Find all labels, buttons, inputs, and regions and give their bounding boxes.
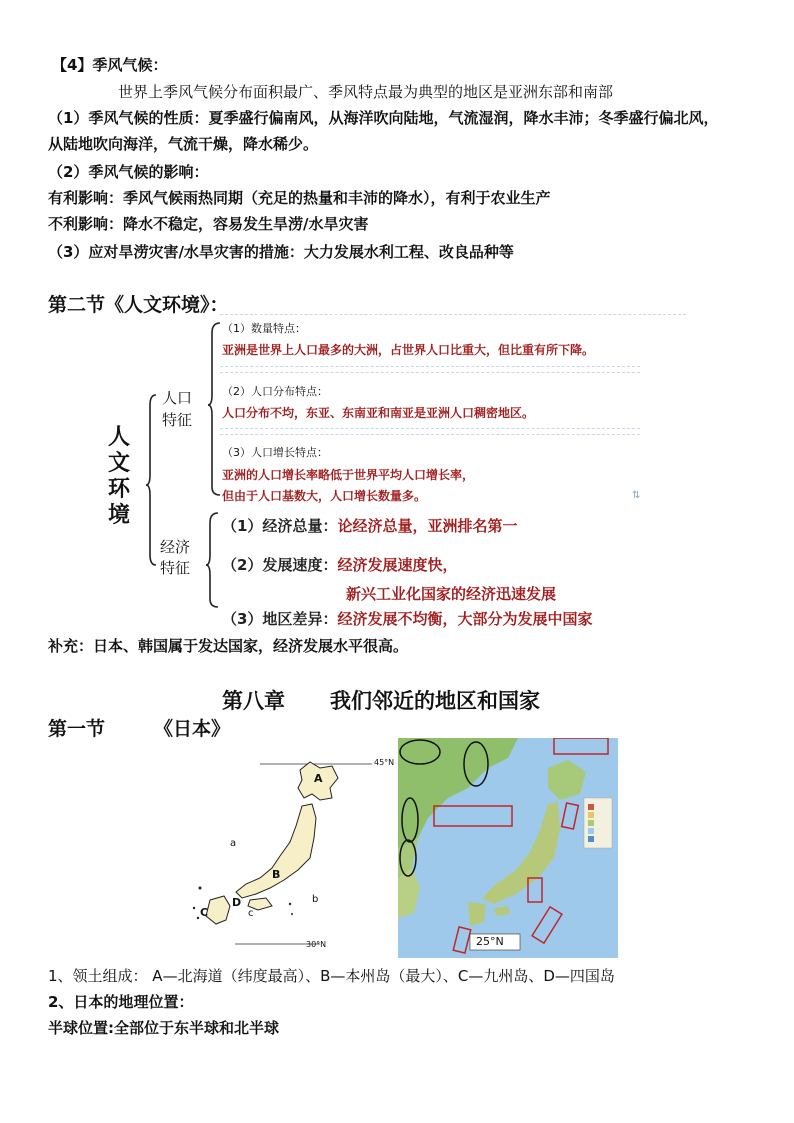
japan-hemisphere: 半球位置:全部位于东半球和北半球 [48,1019,280,1037]
label-a: a [230,838,237,849]
lat-30-label: 30°N [306,940,327,949]
section1-right: 《日本》 [154,718,231,740]
panel-divider-2 [220,428,640,429]
root-char-4: 境 [108,503,131,528]
population-label-1: 人口 [162,389,193,407]
population-item3-text2: 但由于人口基数大，人口增长数量多。 [222,489,427,503]
refresh-icon: ⇅ [632,490,641,501]
label-C: C [200,906,209,919]
monsoon-impact-negative: 不利影响：降水不稳定，容易发生旱涝/水旱灾害 [48,215,369,233]
monsoon-heading: 【4】季风气候： [52,56,168,74]
monsoon-impact-positive: 有利影响：季风气候雨热同期（充足的热量和丰沛的降水），有利于农业生产 [48,189,551,207]
root-char-3: 环 [108,477,131,502]
root-char-2: 文 [108,451,131,476]
economy-item3-key: （3）地区差异： [222,610,338,628]
economy-item3 [222,608,592,629]
panel-divider-1b [220,372,640,373]
label-b: b [312,894,319,905]
monsoon-nature-line2: 从陆地吹向海洋，气流干燥，降水稀少。 [48,135,319,153]
section1-left: 第一节 [48,718,106,740]
panel-divider-2b [220,434,640,435]
economy-item1-value: 论经济总量，亚洲排名第一 [337,517,518,535]
root-char-1: 人 [108,425,131,450]
label-A: A [314,772,323,785]
population-item1-title: （1）数量特点： [222,322,306,335]
population-item2-title: （2）人口分布特点： [222,385,328,398]
panel-top-divider [220,314,686,315]
economy-item1 [222,515,517,536]
section2-title: 第二节《人文环境》： [48,294,229,316]
population-item2-text: 人口分布不均，东亚、东南亚和南亚是亚洲人口稠密地区。 [222,406,535,420]
japan-physical-map [398,738,618,958]
economy-label-2: 特征 [160,559,191,577]
japan-position-heading: 2、日本的地理位置： [48,993,194,1011]
label-c: c [248,908,254,919]
population-item3-title: （3）人口增长特点： [222,446,328,459]
panel-divider-1 [220,366,640,367]
japan-outline-map [180,748,380,958]
monsoon-nature-line1 [48,108,718,128]
population-item3-text1: 亚洲的人口增长率略低于世界平均人口增长率， [222,468,475,482]
japan-composition: 1、领土组成： A—北海道（纬度最高）、B—本州岛（最大）、C—九州岛、D—四国岛 [48,967,615,985]
monsoon-measures: （3）应对旱涝灾害/水旱灾害的措施：大力发展水利工程、改良品种等 [48,243,514,261]
monsoon-distribution: 世界上季风气候分布面积最广、季风特点最为典型的地区是亚洲东部和南部 [118,83,614,101]
economy-item2 [222,554,457,575]
chapter8-title-left: 第八章 [222,689,285,713]
label-D: D [232,896,242,909]
economy-label-1: 经济 [160,538,191,556]
lat-45-label: 45°N [374,758,395,767]
economy-item3-value: 经济发展不均衡，大部分为发展中国家 [337,610,593,628]
supplement-text: 补充：日本、韩国属于发达国家，经济发展水平很高。 [48,637,409,655]
economy-item2-value2: 新兴工业化国家的经济迅速发展 [346,585,557,603]
population-item1-text: 亚洲是世界上人口最多的大洲，占世界人口比重大，但比重有所下降。 [222,343,595,357]
label-B: B [272,868,281,881]
lat-25-label: 25°N [476,935,504,948]
economy-item2-value: 经济发展速度快， [337,556,458,574]
population-label-2: 特征 [162,411,193,429]
economy-item2-key: （2）发展速度： [222,556,338,574]
economy-item1-key: （1）经济总量： [222,517,338,535]
chapter8-title-right: 我们邻近的地区和国家 [330,689,540,713]
monsoon-impact-heading: （2）季风气候的影响： [48,163,209,181]
monsoon-nature-text: （1）季风气候的性质：夏季盛行偏南风，从海洋吹向陆地，气流湿润，降水丰沛；冬季盛行偏北风， [48,109,719,127]
